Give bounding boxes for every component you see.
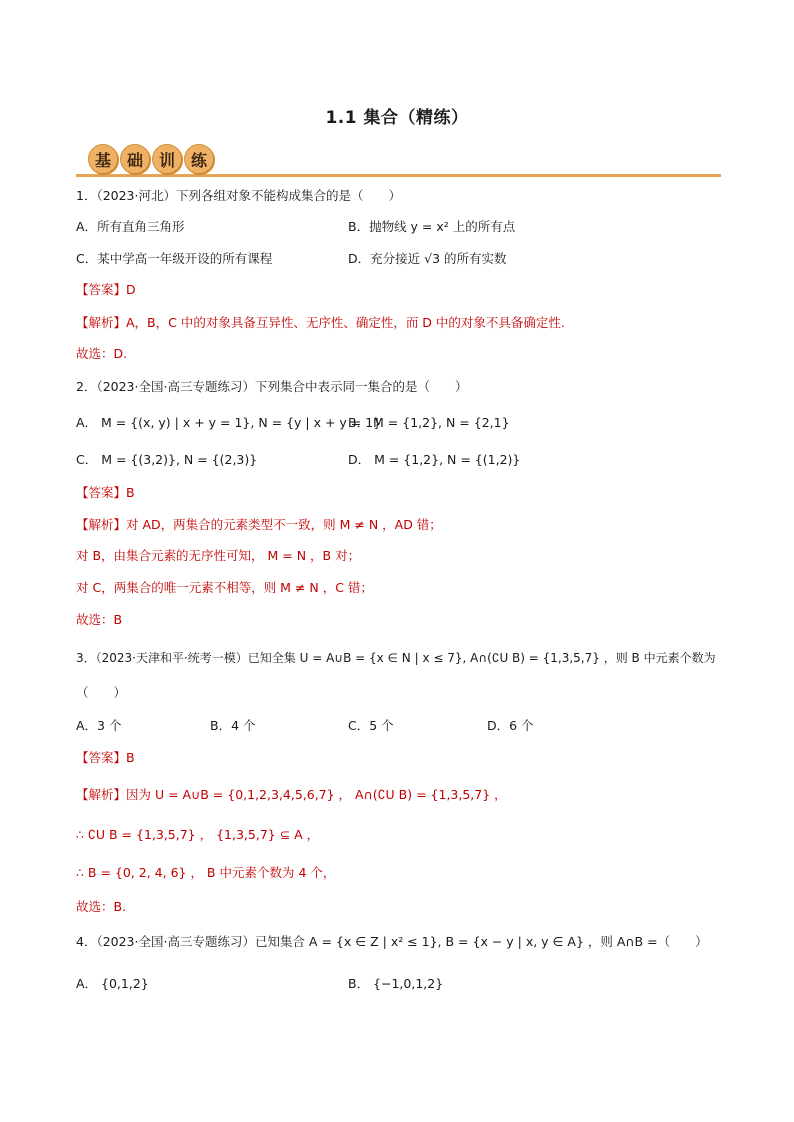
q2-analysis-1: 【解析】对 AD，两集合的元素类型不一致，则 M ≠ N ，AD 错； xyxy=(76,517,442,532)
q3-option-d: D．6 个 xyxy=(487,718,534,733)
q3-option-c: C．5 个 xyxy=(348,718,394,733)
q2-stem: 2．（2023·全国·高三专题练习）下列集合中表示同一集合的是（ ） xyxy=(76,379,468,394)
q3-option-a: A．3 个 xyxy=(76,718,122,733)
q1-analysis: 【解析】A，B，C 中的对象具备互异性、无序性、确定性，而 D 中的对象不具备确定性. xyxy=(76,315,565,330)
q4-option-a: A． {0,1,2} xyxy=(76,976,149,991)
q3-conclusion: 故选：B. xyxy=(76,899,127,914)
q2-answer: 【答案】B xyxy=(76,485,135,500)
q2-analysis-3: 对 C，两集合的唯一元素不相等，则 M ≠ N ，C 错； xyxy=(76,580,373,595)
q1-stem: 1．（2023·河北）下列各组对象不能构成集合的是（ ） xyxy=(76,188,401,203)
q2-option-d: D． M = {1,2}, N = {(1,2)} xyxy=(348,452,521,467)
q1-option-d: D．充分接近 √3 的所有实数 xyxy=(348,251,507,266)
q3-stem: 3．（2023·天津和平·统考一模）已知全集 U = A∪B = {x ∈ N | x ≤ 7}, A∩(∁U B) = {1,3,5,7} ，则 B 中元素个数为 xyxy=(76,651,716,665)
q1-option-a: A．所有直角三角形 xyxy=(76,219,185,234)
q3-analysis-2: ∴ ∁U B = {1,3,5,7} ， {1,3,5,7} ⊆ A ， xyxy=(76,827,320,842)
section-banner xyxy=(76,141,721,177)
q3-stem-continuation: （ ） xyxy=(76,685,127,700)
banner-char-3: 训 xyxy=(152,144,182,174)
banner-char-1: 基 xyxy=(88,144,118,174)
q2-option-b: B． M = {1,2}, N = {2,1} xyxy=(348,415,510,430)
q1-answer: 【答案】D xyxy=(76,282,136,297)
q4-option-b: B． {−1,0,1,2} xyxy=(348,976,444,991)
q4-stem: 4．（2023·全国·高三专题练习）已知集合 A = {x ∈ Z | x² ≤ 1}, B = {x − y | x, y ∈ A} ，则 A∩B =（ ） xyxy=(76,934,708,949)
banner-char-2: 础 xyxy=(120,144,150,174)
q2-option-c: C． M = {(3,2)}, N = {(2,3)} xyxy=(76,452,258,467)
q3-analysis-1: 【解析】因为 U = A∪B = {0,1,2,3,4,5,6,7} ， A∩(∁U B) = {1,3,5,7} ， xyxy=(76,787,507,802)
q3-analysis-3: ∴ B = {0, 2, 4, 6} ， B 中元素个数为 4 个， xyxy=(76,865,336,880)
banner-rule xyxy=(76,174,721,177)
page-title: 1.1 集合（精练） xyxy=(325,108,469,128)
q2-conclusion: 故选：B xyxy=(76,612,123,627)
q1-conclusion: 故选：D. xyxy=(76,346,128,361)
q3-option-b: B．4 个 xyxy=(210,718,256,733)
banner-char-4: 练 xyxy=(184,144,214,174)
q3-answer: 【答案】B xyxy=(76,750,135,765)
q2-option-a: A． M = {(x, y) | x + y = 1}, N = {y | x + y = 1} xyxy=(76,415,382,430)
banner-chips xyxy=(88,144,214,174)
q1-option-c: C．某中学高一年级开设的所有课程 xyxy=(76,251,273,266)
q1-option-b: B．抛物线 y = x² 上的所有点 xyxy=(348,219,516,234)
q2-analysis-2: 对 B，由集合元素的无序性可知， M = N ，B 对； xyxy=(76,548,361,563)
